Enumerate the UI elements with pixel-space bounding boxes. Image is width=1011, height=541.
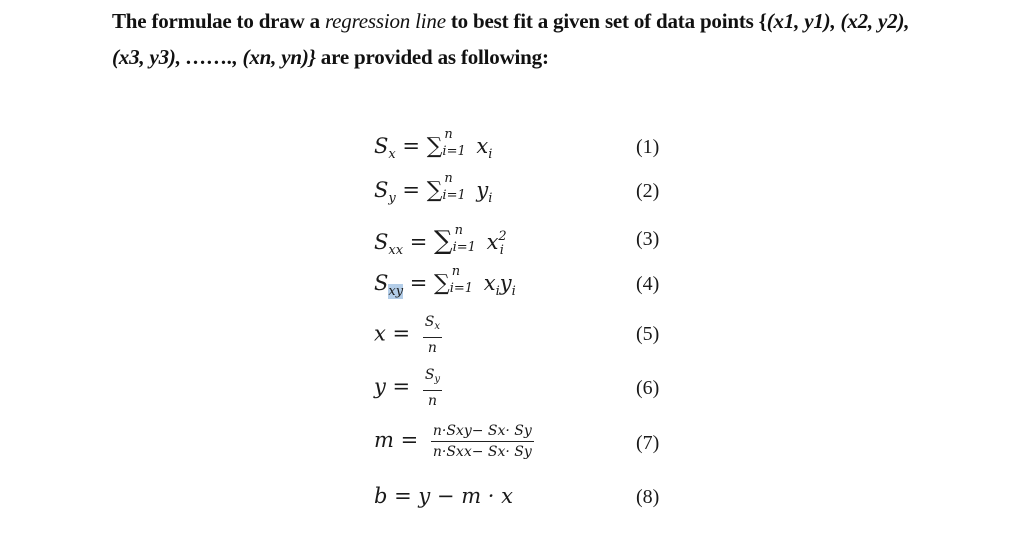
equation-1: $S_x$ = ∑ n i=1 $x_i$ (374, 127, 493, 162)
eq1-sigma: ∑ (426, 134, 443, 159)
equation-2: $S_y$ = ∑ n i=1 $y_i$ (374, 171, 493, 206)
eq3-sigma: ∑ (434, 226, 453, 256)
eq5-numerator (423, 313, 442, 336)
eq3-upper: n (454, 223, 463, 238)
eq5-lhs: x (374, 321, 386, 346)
eq5-fraction (423, 313, 442, 357)
eq3-limits (452, 223, 487, 255)
eq4-rhs2-sub: i (511, 284, 516, 299)
eq6-num-sub: y (434, 374, 441, 385)
eq2-lower: i=1 (442, 188, 466, 203)
eq1-upper: n (444, 127, 453, 142)
equation-number-5: (5) (636, 323, 660, 345)
intro-text-after: are provided as following: (315, 45, 549, 69)
eq3-lhs: S (374, 230, 389, 254)
equation-6: y = $\frac{S_y}{n}$ (374, 367, 441, 409)
intro-paragraph (112, 3, 992, 75)
equation-7: m = $\frac{\text{n·Sxy− Sx· Sy}}{\text{n·Sxx− Sx· Sy}}$ (374, 423, 532, 460)
eq2-rhs-sub: i (488, 191, 493, 206)
eq4-rhs2: y (499, 271, 512, 295)
equation-number-6: (6) (636, 377, 660, 399)
eq6-fraction (423, 366, 442, 410)
equation-3: $S_{xx}$ = ∑ n i=1 $x^2_i$ (374, 223, 507, 258)
eq1-limits (442, 127, 476, 159)
points-line-2: (x3, y3), ……., (xn, yn)} (112, 45, 316, 69)
eq3-rhs: x (486, 230, 499, 254)
eq1-lhs: S (374, 134, 389, 158)
eq1-lhs-sub: x (388, 147, 396, 162)
eq2-lhs: S (374, 178, 389, 202)
eq3-rhs-sup: 2 (498, 229, 507, 244)
eq6-numerator (423, 366, 442, 389)
eq4-lhs-sub: xy (388, 284, 404, 299)
points-line-1: (x1, y1), (x2, y2), (766, 9, 910, 33)
intro-text-mid: to best fit a given set of data points { (445, 9, 767, 33)
eq6-num-main: S (424, 367, 435, 383)
eq7-denominator: n·Sxx− Sx· Sy (432, 444, 532, 460)
eq5-denominator: n (427, 340, 437, 356)
eq2-limits (442, 171, 476, 203)
eq1-rhs-sub: i (488, 147, 493, 162)
eq5-num-sub: x (434, 321, 441, 332)
equation-number-8: (8) (636, 486, 660, 508)
eq1-rhs: x (476, 134, 489, 158)
eq5-fraction-bar (423, 337, 442, 338)
eq2-upper: n (444, 171, 453, 186)
equation-8: b = y − m · x (374, 484, 513, 508)
equation-number-4: (4) (636, 273, 660, 295)
equation-4: $S_{xy}$ = ∑ n i=1 $x_iy_i$ (374, 264, 516, 299)
eq4-rhs-sub: i (495, 284, 500, 299)
eq7-numerator: n·Sxy− Sx· Sy (432, 423, 532, 439)
eq6-denominator: n (427, 393, 437, 409)
eq4-lhs: S (374, 271, 389, 295)
eq2-rhs: y (476, 178, 489, 202)
intro-emphasis: regression line (324, 9, 446, 33)
equation-number-3: (3) (636, 228, 660, 250)
equation-number-1: (1) (636, 136, 660, 158)
eq4-upper: n (451, 264, 461, 279)
eq4-sigma: ∑ (434, 271, 450, 296)
eq6-fraction-bar (423, 390, 442, 391)
eq2-sigma: ∑ (426, 178, 443, 203)
eq7-lhs: m (374, 428, 394, 452)
eq5-num-main: S (424, 314, 435, 330)
eq1-lower: i=1 (442, 144, 466, 159)
intro-text-before: The formulae to draw a (112, 9, 325, 33)
equation-5: x = $\frac{S_x}{n}$ (374, 314, 441, 356)
eq7-fraction-bar (431, 441, 534, 442)
eq6-lhs: y (374, 374, 386, 399)
eq7-fraction (431, 422, 534, 461)
eq2-lhs-sub: y (388, 191, 396, 206)
eq3-rhs-sub: i (499, 243, 504, 258)
eq4-rhs: x (483, 271, 496, 295)
eq3-lower: i=1 (452, 240, 476, 255)
equation-number-2: (2) (636, 180, 660, 202)
eq3-lhs-sub: xx (388, 243, 404, 258)
eq4-limits (449, 264, 484, 296)
equation-number-7: (7) (636, 432, 660, 454)
eq4-lower: i=1 (449, 281, 474, 296)
